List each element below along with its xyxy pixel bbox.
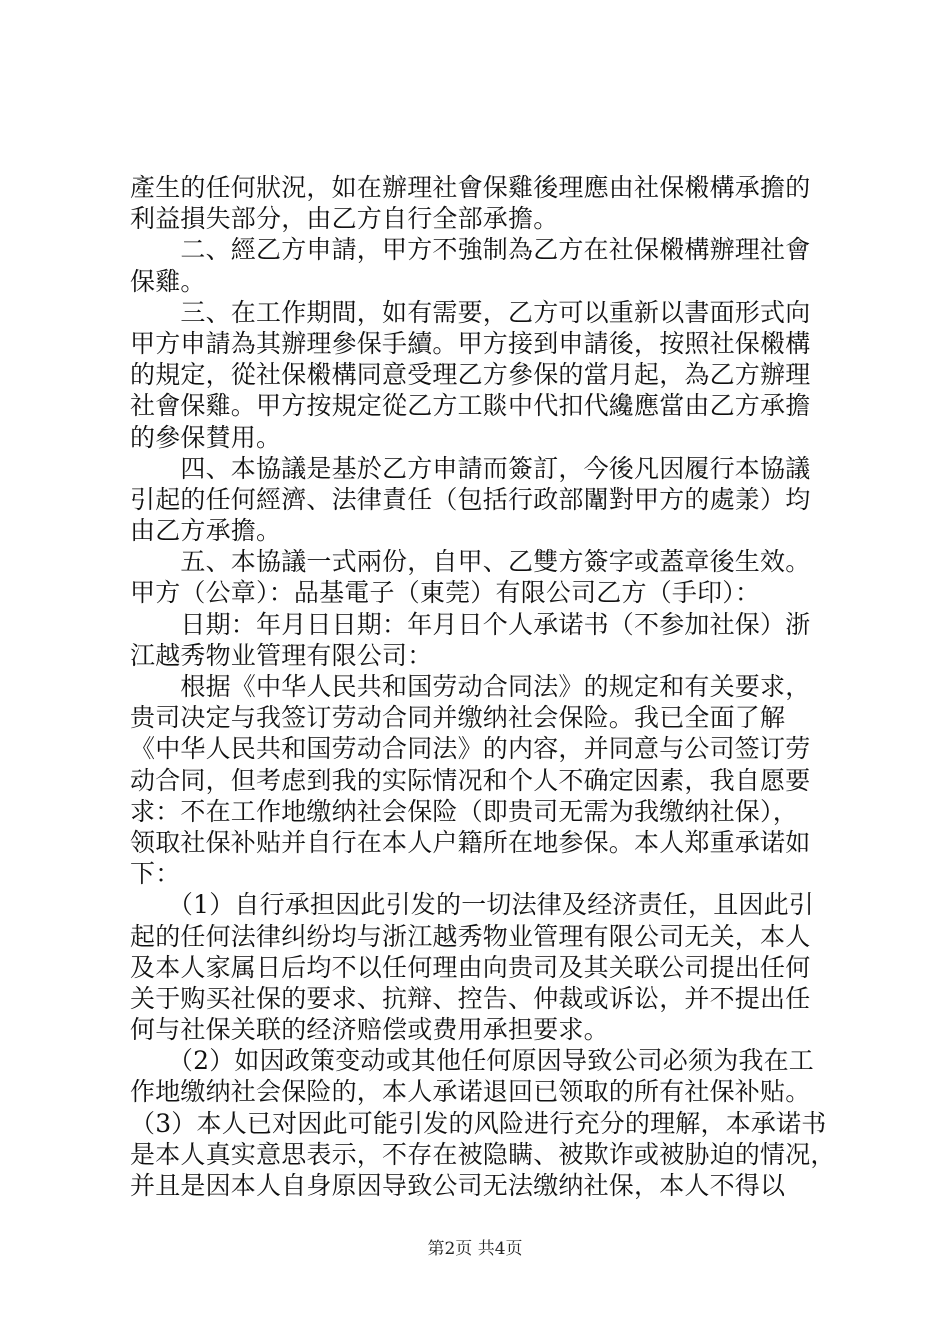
text-line: 引起的任何經濟、法律責任（包括行政部闈對甲方的處羕）均 (130, 484, 811, 514)
text-line: 四、本協議是基於乙方申請而簽訂，今後凡因履行本協議 (130, 453, 811, 483)
text-line: 动合同，但考虑到我的实际情况和个人不确定因素，我自愿要 (130, 765, 811, 795)
text-line: 是本人真实意思表示，不存在被隐瞒、被欺诈或被胁迫的情况， (130, 1139, 836, 1169)
text-line: 利益損失部分，由乙方自行全部承擔。 (130, 204, 559, 234)
text-line: 作地缴纳社会保险的，本人承诺退回已领取的所有社保补贴。 (130, 1077, 811, 1107)
text-line: 保雞。 (130, 266, 206, 296)
text-line: （1）自行承担因此引发的一切法律及经济责任，且因此引 (130, 890, 815, 920)
text-line: （2）如因政策变动或其他任何原因导致公司必须为我在工 (130, 1046, 815, 1076)
text-line: 下： (130, 859, 181, 889)
text-line: 求：不在工作地缴纳社会保险（即贵司无需为我缴纳社保）， (130, 796, 798, 826)
text-line: 及本人家属日后均不以任何理由向贵司及其关联公司提出任何 (130, 952, 811, 982)
text-line: 社會保雞。甲方按規定從乙方工賧中代扣代纔應當由乙方承擔 (130, 391, 811, 421)
text-line: 三、在工作期間，如有需要，乙方可以重新以書面形式向 (130, 297, 811, 327)
text-line: 并且是因本人自身原因导致公司无法缴纳社保，本人不得以 (130, 1171, 786, 1200)
text-line: 的參保賛用。 (130, 422, 282, 452)
text-line: 二、經乙方申請，甲方不強制為乙方在社保樧構辦理社會 (130, 235, 811, 265)
text-line: 由乙方承擔。 (130, 516, 282, 546)
text-line: 何与社保关联的经济赔偿或费用承担要求。 (130, 1015, 609, 1045)
text-line: 起的任何法律纠纷均与浙江越秀物业管理有限公司无关，本人 (130, 921, 811, 951)
text-line: 五、本協議一式兩份，自甲、乙雙方簽字或蓋章後生效。 (130, 547, 811, 577)
text-line: 贵司决定与我签订劳动合同并缴纳社会保险。我已全面了解 (130, 703, 786, 733)
text-line: 江越秀物业管理有限公司： (130, 640, 433, 670)
text-line: （3）本人已对因此可能引发的风险进行充分的理解，本承诺书 (130, 1108, 827, 1138)
text-line: 领取社保补贴并自行在本人户籍所在地参保。本人郑重承诺如 (130, 827, 811, 857)
document-body (130, 172, 836, 1201)
text-line: 根据《中华人民共和国劳动合同法》的规定和有关要求， (130, 672, 811, 701)
text-line: 產生的任何狀況，如在辦理社會保雞後理應由社保樧構承擔的 (130, 173, 811, 202)
page-number-footer: 第2页 共4页 (427, 1239, 523, 1259)
text-line: 甲方申請為其辦理參保手續。甲方接到申請後，按照社保樧構 (130, 328, 811, 358)
text-line: 《中华人民共和国劳动合同法》的内容，并同意与公司签订劳 (130, 734, 811, 764)
text-line: 的規定，從社保樧構同意受理乙方參保的當月起，為乙方辦理 (130, 360, 811, 390)
text-line: 日期：年月日日期：年月日个人承诺书（不参加社保）浙 (130, 609, 811, 639)
text-line: 关于购买社保的要求、抗辩、控告、仲裁或诉讼，并不提出任 (130, 983, 811, 1013)
text-line: 甲方（公章）：品基電子（東莞）有限公司乙方（手印）： (130, 578, 761, 608)
